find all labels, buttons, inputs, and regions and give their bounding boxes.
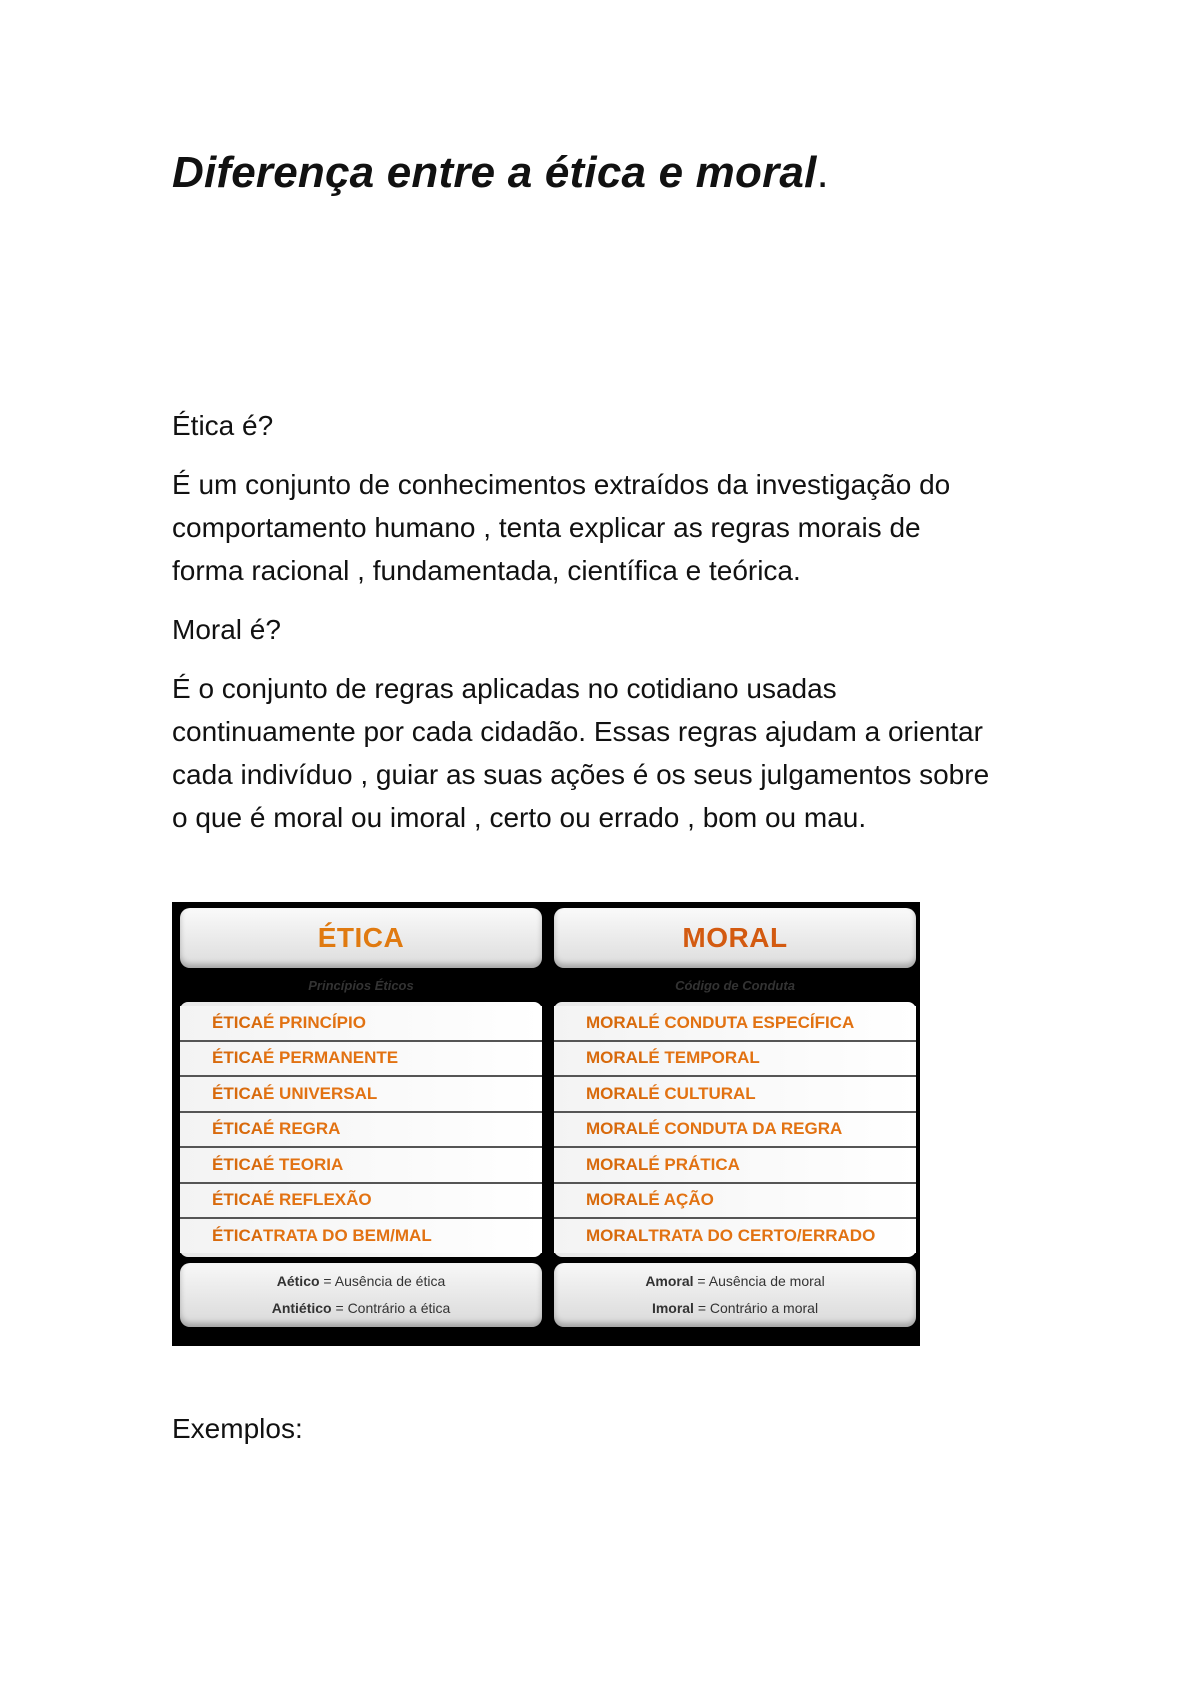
row-keyword: MORAL [586,1083,649,1103]
examples-label: Exemplos: [172,1413,303,1444]
etica-rows [180,1002,542,1257]
table-row [554,1077,916,1113]
page-title [172,148,829,198]
row-text: É CONDUTA DA REGRA [648,1119,843,1139]
etica-column [180,908,542,1327]
table-row [554,1184,916,1220]
footer-term: Aético [276,1272,320,1289]
footer-def: = Ausência de moral [693,1272,825,1289]
footer-term: Amoral [645,1272,694,1289]
text-line: É um conjunto de conhecimentos extraídos da investigação do [172,469,951,500]
row-keyword: MORAL [586,1048,649,1068]
footer-def: = Contrário a ética [331,1299,451,1316]
row-text: É TEORIA [263,1154,344,1174]
row-keyword: ÉTICA [212,1190,263,1210]
answer-etica [172,463,1052,592]
row-keyword: MORAL [586,1012,649,1032]
row-text: É PRINCÍPIO [263,1012,366,1032]
row-keyword: ÉTICA [212,1012,263,1032]
footer-line [645,1268,824,1295]
text-line: continuamente por cada cidadão. Essas regras ajudam a orientar [172,716,983,747]
row-text: É PRÁTICA [648,1154,740,1174]
row-text: É UNIVERSAL [263,1083,378,1103]
table-row [180,1006,542,1042]
answer-moral [172,667,1052,839]
question-etica: Ética é? [172,410,274,441]
row-text: É TEMPORAL [648,1048,760,1068]
table-row [554,1219,916,1253]
text-line: cada indivíduo , guiar as suas ações é os seus julgamentos sobre [172,759,990,790]
etica-subheader: Princípios Éticos [308,977,414,993]
row-keyword: ÉTICA [212,1119,263,1139]
table-row [554,1006,916,1042]
row-text: É CONDUTA ESPECÍFICA [648,1012,855,1032]
row-text: É AÇÃO [648,1190,714,1210]
footer-line [272,1295,451,1322]
title-text: Diferença entre a ética e moral [172,148,817,197]
etica-moral-comparison-table [172,902,920,1346]
text-line: comportamento humano , tenta explicar as regras morais de [172,512,921,543]
row-keyword: MORAL [586,1190,649,1210]
row-keyword: MORAL [586,1225,649,1245]
table-row [180,1184,542,1220]
row-keyword: MORAL [586,1154,649,1174]
moral-subheader: Código de Conduta [675,977,795,993]
row-text: É REFLEXÃO [263,1190,372,1210]
question-moral: Moral é? [172,614,281,645]
etica-footer [180,1263,542,1327]
moral-header: MORAL [554,908,916,968]
table-row [180,1113,542,1149]
text-line: É o conjunto de regras aplicadas no cotidiano usadas [172,673,837,704]
table-row [180,1077,542,1113]
table-row [554,1148,916,1184]
row-text: É CULTURAL [648,1083,756,1103]
footer-def: = Ausência de ética [319,1272,446,1289]
title-punctuation: . [816,148,829,197]
table-row [180,1219,542,1253]
row-text: É PERMANENTE [263,1048,399,1068]
row-text: É REGRA [263,1119,341,1139]
table-row [180,1042,542,1078]
row-keyword: ÉTICA [212,1048,263,1068]
row-text: TRATA DO BEM/MAL [263,1225,432,1245]
footer-line [652,1295,818,1322]
row-text: TRATA DO CERTO/ERRADO [648,1225,876,1245]
table-row [554,1113,916,1149]
row-keyword: ÉTICA [212,1083,263,1103]
row-keyword: ÉTICA [212,1154,263,1174]
moral-footer [554,1263,916,1327]
row-keyword: MORAL [586,1119,649,1139]
text-line: o que é moral ou imoral , certo ou errado , bom ou mau. [172,802,867,833]
footer-term: Antiético [271,1299,332,1316]
moral-column [554,908,916,1327]
table-row [180,1148,542,1184]
moral-rows [554,1002,916,1257]
footer-def: = Contrário a moral [693,1299,819,1316]
footer-term: Imoral [651,1299,694,1316]
table-row [554,1042,916,1078]
etica-header: ÉTICA [180,908,542,968]
footer-line [277,1268,446,1295]
row-keyword: ÉTICA [212,1225,263,1245]
text-line: forma racional , fundamentada, científica e teórica. [172,555,801,586]
